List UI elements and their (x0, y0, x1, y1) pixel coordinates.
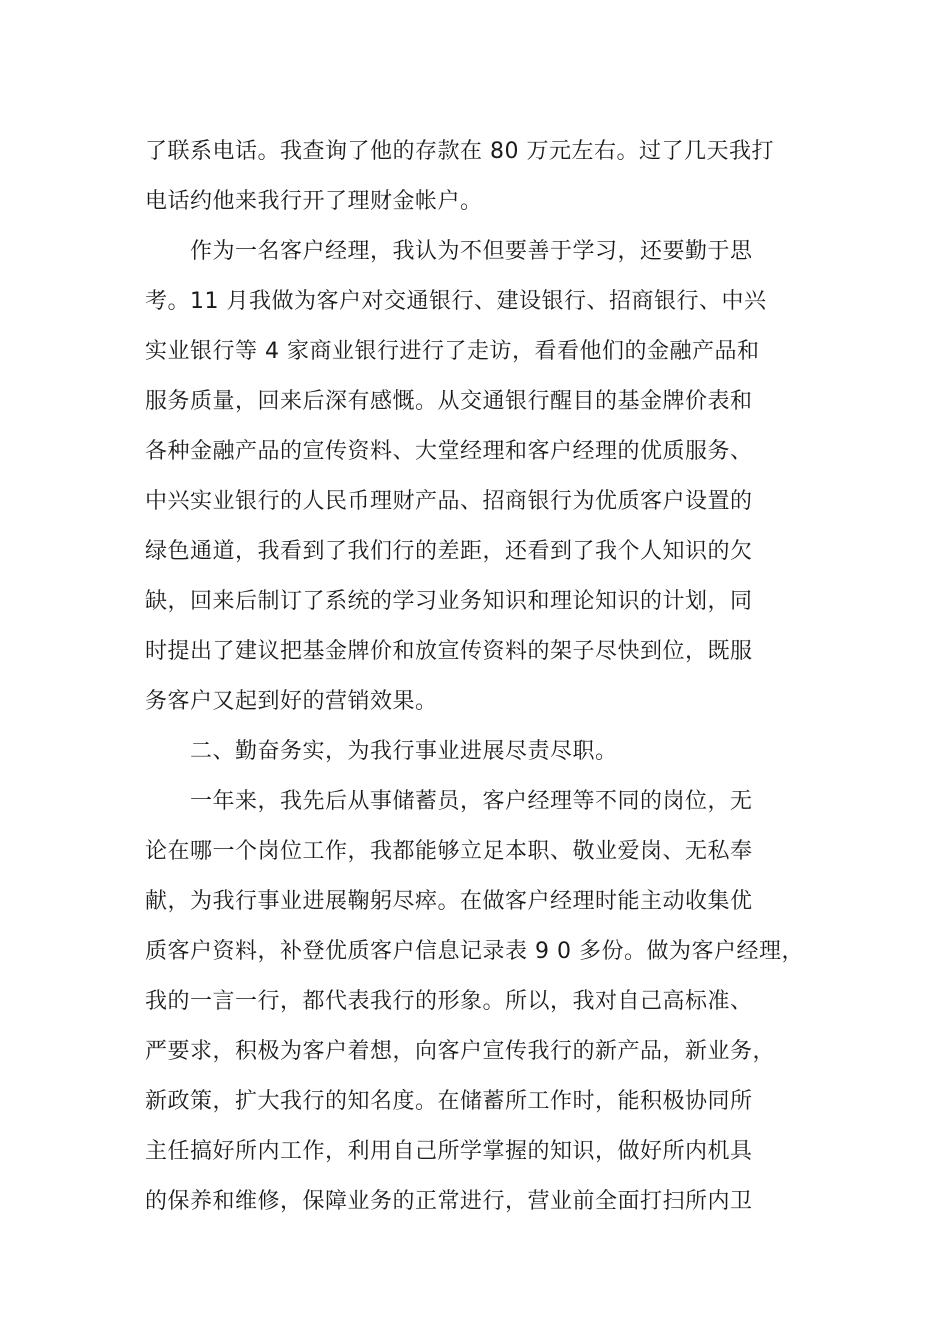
text-line: 新政策，扩大我行的知名度。在储蓄所工作时，能积极协同所 (145, 1089, 753, 1114)
text-line: 务客户又起到好的营销效果。 (145, 689, 438, 714)
text-line: 服务质量，回来后深有感慨。从交通银行醒目的基金牌价表和 (145, 389, 753, 414)
text-line: 考。11 月我做为客户对交通银行、建设银行、招商银行、中兴 (145, 289, 767, 314)
text-line: 时提出了建议把基金牌价和放宣传资料的架子尽快到位，既服 (145, 639, 753, 664)
text-line: 电话约他来我行开了理财金帐户。 (145, 189, 483, 214)
text-line: 的保养和维修，保障业务的正常进行，营业前全面打扫所内卫 (145, 1189, 753, 1214)
section-heading: 二、勤奋务实，为我行事业进展尽责尽职。 (145, 739, 618, 764)
text-line: 主任搞好所内工作，利用自己所学掌握的知识，做好所内机具 (145, 1139, 753, 1164)
text-line: 缺，回来后制订了系统的学习业务知识和理论知识的计划，同 (145, 589, 753, 614)
text-line: 一年来，我先后从事储蓄员，客户经理等不同的岗位，无 (145, 789, 753, 814)
text-line: 实业银行等 4 家商业银行进行了走访，看看他们的金融产品和 (145, 339, 760, 364)
text-line: 论在哪一个岗位工作，我都能够立足本职、敬业爱岗、无私奉 (145, 839, 753, 864)
text-line: 质客户资料，补登优质客户信息记录表 9 0 多份。做为客户经理， (145, 939, 804, 964)
text-line: 我的一言一行，都代表我行的形象。所以，我对自己高标准、 (145, 989, 753, 1014)
text-line: 中兴实业银行的人民币理财产品、招商银行为优质客户设置的 (145, 489, 753, 514)
text-line: 绿色通道，我看到了我们行的差距，还看到了我个人知识的欠 (145, 539, 753, 564)
text-line: 献，为我行事业进展鞠躬尽瘁。在做客户经理时能主动收集优 (145, 889, 753, 914)
text-line: 各种金融产品的宣传资料、大堂经理和客户经理的优质服务、 (145, 439, 753, 464)
text-line: 了联系电话。我查询了他的存款在 80 万元左右。过了几天我打 (145, 139, 774, 164)
text-line: 作为一名客户经理，我认为不但要善于学习，还要勤于思 (145, 239, 753, 264)
body-text (145, 127, 825, 1227)
text-line: 严要求，积极为客户着想，向客户宣传我行的新产品，新业务， (145, 1039, 776, 1064)
